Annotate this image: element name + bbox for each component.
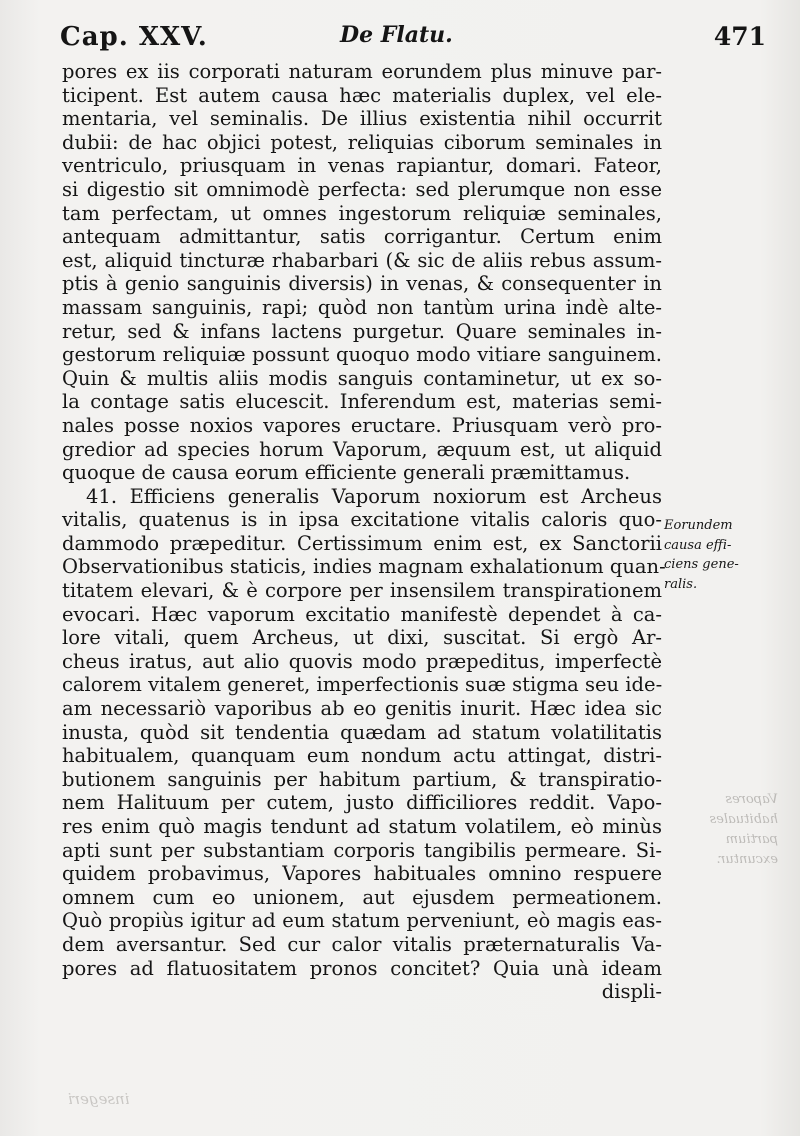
text-line: nales posse noxios vapores eructare. Priusquam verò pro- [62,413,662,437]
bleed-line: habituales [709,812,778,827]
margin-note-line: ciens gene- [664,557,739,572]
text-line: titatem elevari, & è corpore per insensilem transpirationem [62,579,662,603]
text-line: ptis à genio sanguinis diversis) in venas, & consequenter in [62,272,662,296]
text-line: retur, sed & infans lactens purgetur. Quare seminales in- [62,319,662,343]
running-title: De Flatu. [340,22,453,48]
text-line: dammodo præpeditur. Certissimum enim est, ex Sanctorii [62,531,662,555]
text-line: Quin & multis aliis modis sanguis contaminetur, ut ex so- [62,366,662,390]
bleed-line: partium [725,832,778,847]
bleed-line: Vapores [725,792,778,807]
text-line: nem Halituum per cutem, justo difficiliores reddit. Vapo- [62,791,662,815]
text-line: mentaria, vel seminalis. De illius existentia nihil occurrit [62,107,662,131]
chapter-heading: Cap. XXV. [60,22,208,52]
bleed-through-bottom: insegeri [68,1090,130,1108]
margin-note [664,516,774,594]
text-line: butionem sanguinis per habitum partium, & transpiratio- [62,767,662,791]
bleed-through-text [668,790,778,870]
catchword: displi- [601,980,662,1004]
text-line: si digestio sit omnimodè perfecta: sed plerumque non esse [62,177,662,201]
text-line: inusta, quòd sit tendentia quædam ad statum volatilitatis [62,720,662,744]
text-line: calorem vitalem generet, imperfectionis suæ stigma seu ide- [62,673,663,697]
text-line: dubii: de hac objici potest, reliquias ciborum seminales in [62,130,662,154]
text-line: dem aversantur. Sed cur calor vitalis præternaturalis Va- [62,932,662,956]
text-line: tam perfectam, ut omnes ingestorum reliquiæ seminales, [62,201,662,225]
text-line: habitualem, quanquam eum nondum actu attingat, distri- [62,744,662,768]
text-line: vitalis, quatenus is in ipsa excitatione vitalis caloris quo- [62,508,662,532]
text-line: antequam admittantur, satis corrigantur. Certum enim [62,225,662,249]
paragraph-41-start: 41. Efficiens generalis Vaporum noxiorum est Archeus [86,484,662,508]
text-line: la contage satis elucescit. Inferendum est, materias semi- [62,390,662,414]
text-line: quoque de causa eorum efficiente generali præmittamus. [62,461,631,485]
text-line: pores ad flatuositatem pronos concitet? Quia unà ideam [62,956,662,980]
main-text-block [62,60,666,1004]
text-line: omnem cum eo unionem, aut ejusdem permeationem. [62,885,662,909]
text-line: massam sanguinis, rapi; quòd non tantùm urina indè alte- [62,295,662,319]
text-line: evocari. Hæc vaporum excitatio manifestè dependet à ca- [62,602,662,626]
text-line: pores ex iis corporati naturam eorundem plus minuve par- [62,60,662,83]
text-line: gredior ad species horum Vaporum, æquum est, ut aliquid [62,437,662,461]
margin-note-line: causa effi- [664,537,732,553]
text-line: ticipent. Est autem causa hæc materialis duplex, vel ele- [62,83,662,107]
margin-note-line: ralis. [664,576,698,592]
page-number: 471 [713,22,766,51]
text-line: ventriculo, priusquam in venas rapiantur, domari. Fateor, [62,154,662,178]
text-line: quidem probavimus, Vapores habituales omnino respuere [62,862,662,886]
text-line: am necessariò vaporibus ab eo genitis inurit. Hæc idea sic [62,697,662,721]
margin-note-line: Eorundem [664,518,733,533]
text-line: apti sunt per substantiam corporis tangibilis permeare. Si- [62,838,662,862]
text-line: est, aliquid tincturæ rhabarbari (& sic de aliis rebus assum- [62,248,662,272]
text-line: res enim quò magis tendunt ad statum volatilem, eò minùs [62,815,662,838]
text-line: Observationibus staticis, indies magnam exhalationum quan- [62,555,666,579]
bleed-line: excuntur. [716,852,778,867]
text-line: gestorum reliquiæ possunt quoquo modo vitiare sanguinem. [62,343,662,367]
text-line: lore vitali, quem Archeus, ut dixi, suscitat. Si ergò Ar- [62,626,662,650]
text-line: cheus iratus, aut alio quovis modo præpeditus, imperfectè [62,649,662,673]
running-header [60,22,766,58]
text-line: Quò propiùs igitur ad eum statum perveniunt, eò magis eas- [62,909,662,933]
